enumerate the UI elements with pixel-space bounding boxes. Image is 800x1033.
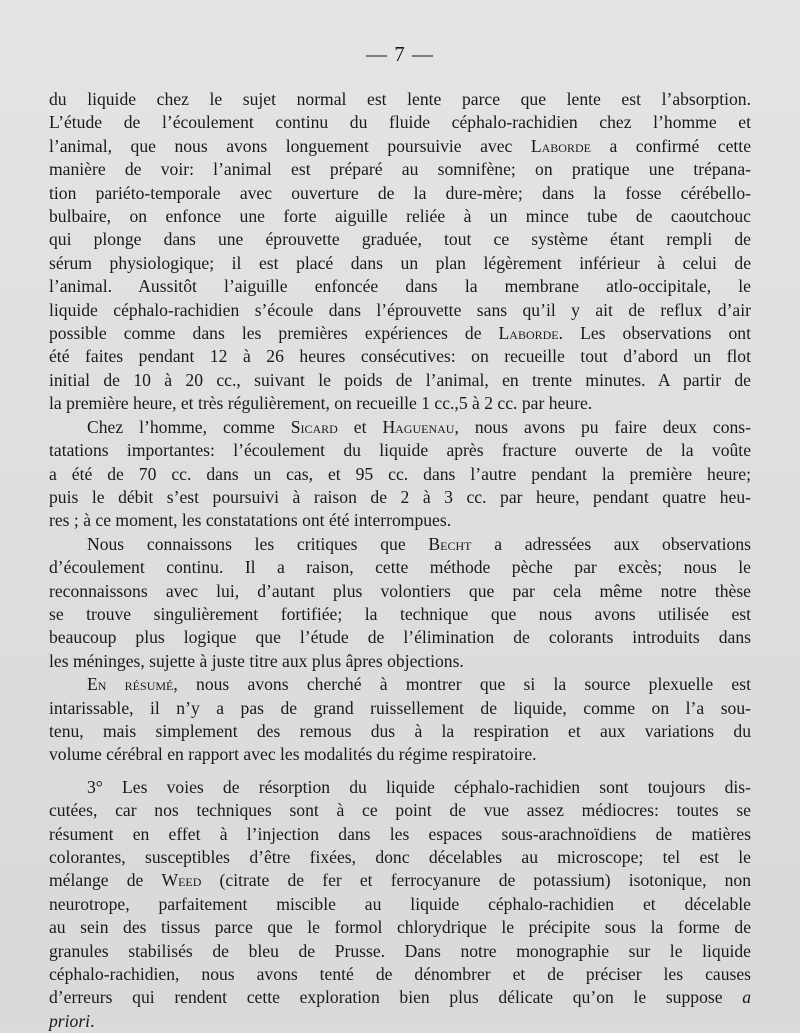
text-line: résument en effet à l’injection dans les espaces sous-arachnoïdiens de matières: [49, 823, 751, 844]
italic-text: priori: [49, 1010, 91, 1031]
text-line: mélange de Weed (citrate de fer et ferrocyanure de potassium) isotonique, non: [49, 870, 751, 891]
italic-text: a: [742, 987, 751, 1008]
text-line: tion pariéto-temporale avec ouverture de la dure-mère; dans la fosse cérébello-: [49, 182, 751, 203]
author-name: Becht: [428, 533, 472, 554]
page-number: — 7 —: [366, 42, 434, 66]
text-line: bulbaire, on enfonce une forte aiguille reliée à un mince tube de caoutchouc: [49, 206, 751, 227]
text-line: tenu, mais simplement des remous dus à la respiration et aux variations du: [49, 720, 751, 741]
paragraph-5: [49, 776, 751, 1033]
text-line: se trouve singulièrement fortifiée; la technique que nous avons utilisée est: [49, 603, 751, 624]
text-line: beaucoup plus logique que l’étude de l’élimination de colorants introduits dans: [49, 627, 751, 648]
paragraph-1: [49, 88, 751, 416]
paragraph-3: [49, 533, 751, 673]
text-line: volume cérébral en rapport avec les modalités du régime respiratoire.: [49, 744, 537, 765]
author-name: Weed: [161, 870, 202, 891]
text-line: l’animal. Aussitôt l’aiguille enfoncée dans la membrane atlo-occipitale, le: [49, 276, 751, 297]
text-line: l’animal, que nous avons longuement poursuivie avec Laborde a confirmé cette: [49, 135, 752, 156]
text-line: a été de 70 cc. dans un cas, et 95 cc. dans l’autre pendant la première heure;: [49, 463, 751, 484]
text-line: la première heure, et très régulièrement, on recueille 1 cc.,5 à 2 cc. par heure.: [49, 393, 593, 414]
text-line: initial de 10 à 20 cc., suivant le poids de l’animal, en trente minutes. A partir de: [49, 369, 751, 390]
author-name: Laborde: [530, 135, 591, 156]
text-line: En résumé, nous avons cherché à montrer que si la source plexuelle est: [87, 674, 751, 695]
text-line: neurotrope, parfaitement miscible au liquide céphalo-rachidien et décelable: [49, 893, 751, 914]
text-line: été faites pendant 12 à 26 heures consécutives: on recueille tout d’abord un flot: [49, 346, 751, 367]
text-line: du liquide chez le sujet normal est lente parce que lente est l’absorption.: [49, 89, 751, 109]
body-text: [49, 88, 751, 1033]
text-line: puis le débit s’est poursuivi à raison de 2 à 3 cc. par heure, pendant quatre heu-: [49, 486, 751, 507]
text-line: Nous connaissons les critiques que Becht a adressées aux observations: [87, 533, 751, 554]
section-lead: En résumé: [87, 674, 174, 695]
author-name: Sicard: [290, 416, 338, 437]
text-line: granules stabilisés de bleu de Prusse. Dans notre monographie sur le liquide: [49, 940, 751, 961]
text-line: Chez l’homme, comme Sicard et Haguenau, nous avons pu faire deux cons-: [87, 416, 751, 437]
text-line: manière de voir: l’animal est préparé au somnifène; on pratique une trépana-: [49, 159, 751, 180]
paragraph-2: [49, 416, 751, 533]
text-line: d’écoulement continu. Il a raison, cette méthode pèche par excès; nous le: [49, 557, 751, 578]
text-line: possible comme dans les premières expériences de Laborde. Les observations ont: [49, 323, 751, 344]
text-line: céphalo-rachidien, nous avons tenté de dénombrer et de préciser les causes: [49, 964, 751, 985]
text-line: les méninges, sujette à juste titre aux plus âpres objections.: [49, 650, 464, 671]
text-line: 3° Les voies de résorption du liquide céphalo-rachidien sont toujours dis-: [87, 776, 751, 797]
text-line: sérum physiologique; il est placé dans un plan légèrement inférieur à celui de: [49, 252, 751, 273]
text-line: d’erreurs qui rendent cette exploration bien plus délicate qu’on le suppose a: [49, 987, 751, 1008]
text-line: L’étude de l’écoulement continu du fluide céphalo-rachidien chez l’homme et: [49, 112, 751, 133]
text-line: cutées, car nos techniques sont à ce point de vue assez médiocres: toutes se: [49, 800, 751, 821]
text-line: priori.: [49, 1010, 95, 1031]
paragraph-4: [49, 673, 751, 767]
author-name: Haguenau: [382, 416, 455, 437]
text-line: tatations importantes: l’écoulement du liquide après fracture ouverte de la voûte: [49, 440, 751, 461]
text-line: reconnaissons avec lui, d’autant plus volontiers que par cela même notre thèse: [49, 580, 751, 601]
text-line: liquide céphalo-rachidien s’écoule dans l’éprouvette sans qu’il y ait de reflux d’air: [49, 299, 751, 320]
text-line: colorantes, susceptibles d’être fixées, donc décelables au microscope; tel est le: [49, 847, 751, 867]
text-line: intarissable, il n’y a pas de grand ruissellement de liquide, comme on l’a sou-: [49, 697, 751, 718]
text-line: qui plonge dans une éprouvette graduée, tout ce système étant rempli de: [49, 229, 751, 250]
text-line: au sein des tissus parce que le formol chlorydrique le précipite sous la forme de: [49, 917, 751, 938]
author-name: Laborde: [498, 323, 559, 344]
text-line: res ; à ce moment, les constatations ont été interrompues.: [49, 510, 452, 531]
